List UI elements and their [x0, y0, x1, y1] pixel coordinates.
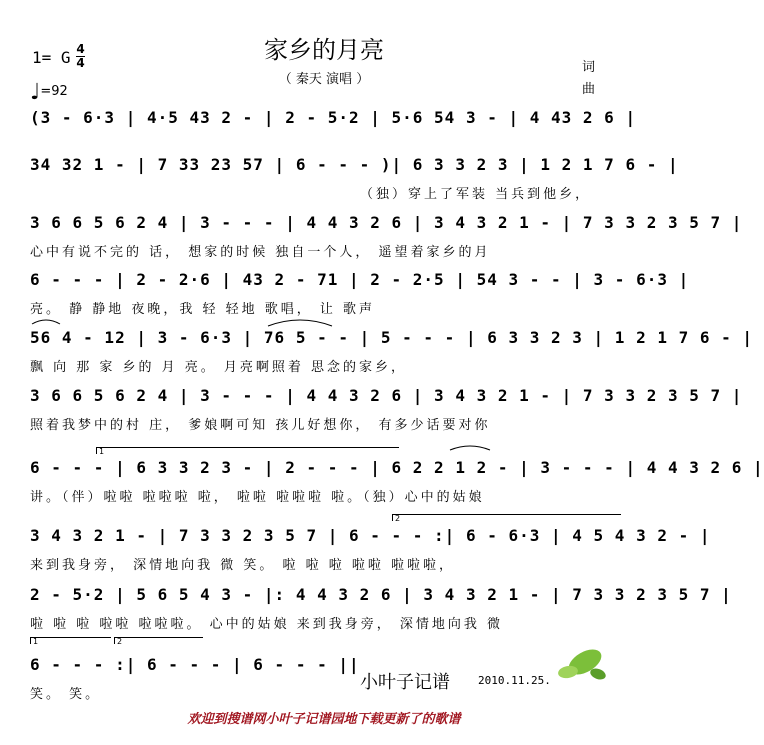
lyricist-credit: 词 [582, 60, 596, 75]
notation-line-5: 56 4 - 12 | 3 - 6·3 | 76 5 - - | 5 - - - | 6 3 3 2 3 | 1 2 1 7 6 - | [30, 328, 754, 347]
composer-credit: 曲 [582, 82, 596, 97]
song-title: 家乡的月亮 [264, 36, 384, 64]
notation-line-6: 3 6 6 5 6 2 4 | 3 - - - | 4 4 3 2 6 | 3 4 3 2 1 - | 7 3 3 2 3 5 7 | [30, 386, 743, 405]
notation-line-10: 6 - - - :| 6 - - - | 6 - - - || [30, 655, 360, 674]
key-signature: 1= G [32, 48, 71, 67]
notation-line-2: 34 32 1 - | 7 33 23 57 | 6 - - - )| 6 3 3 2 3 | 1 2 1 7 6 - | [30, 155, 679, 174]
lyrics-line-3: 心中有说不完的 话， 想家的时候 独自一个人， 遥望着家乡的月 [30, 245, 491, 260]
notation-line-7: 6 - - - | 6 3 3 2 3 - | 2 - - - | 6 2 2 1 2 - | 3 - - - | 4 4 3 2 6 | [30, 458, 764, 477]
lyrics-line-4: 亮。 静 静地 夜晚，我 轻 轻地 歌唱， 让 歌声 [30, 302, 376, 317]
notation-line-9: 2 - 5·2 | 5 6 5 4 3 - |: 4 4 3 2 6 | 3 4 3 2 1 - | 7 3 3 2 3 5 7 | [30, 585, 732, 604]
volta-first-ending-final: 1 [30, 637, 111, 644]
notation-line-3: 3 6 6 5 6 2 4 | 3 - - - | 4 4 3 2 6 | 3 4 3 2 1 - | 7 3 3 2 3 5 7 | [30, 213, 743, 232]
transcriber-signature: 小叶子记谱 [360, 672, 450, 693]
tempo-value: =92 [40, 84, 68, 99]
notation-line-8: 3 4 3 2 1 - | 7 3 3 2 3 5 7 | 6 - - - :| 6 - 6·3 | 4 5 4 3 2 - | [30, 526, 711, 545]
lyrics-line-10: 笑。 笑。 [30, 687, 102, 702]
notation-line-4: 6 - - - | 2 - 2·6 | 43 2 - 71 | 2 - 2·5 | 54 3 - - | 3 - 6·3 | [30, 270, 690, 289]
volta-second-ending: 2 [392, 514, 621, 521]
lyrics-line-7: 讲。（伴）啦啦 啦啦啦 啦， 啦啦 啦啦啦 啦。（独）心中的姑娘 [30, 490, 485, 505]
notation-line-1: (3 - 6·3 | 4·5 43 2 - | 2 - 5·2 | 5·6 54 3 - | 4 43 2 6 | [30, 108, 637, 127]
time-signature-bottom: 4 [76, 56, 85, 70]
footer-banner: 欢迎到搜谱网小叶子记谱园地下载更新了的歌谱 [187, 712, 461, 727]
lyrics-line-6: 照着我梦中的村 庄， 爹娘啊可知 孩儿好想你， 有多少话要对你 [30, 418, 491, 433]
time-signature-top: 4 [76, 42, 85, 56]
volta-second-ending-final: 2 [114, 637, 203, 644]
volta-first-ending: 1 [96, 447, 399, 454]
lyrics-line-5: 飘 向 那 家 乡的 月 亮。 月亮啊照着 思念的家乡， [30, 360, 408, 375]
singer-credit: （ 秦天 演唱 ） [278, 72, 370, 87]
transcription-date: 2010.11.25. [478, 674, 551, 687]
lyrics-line-8: 来到我身旁， 深情地向我 微 笑。 啦 啦 啦 啦啦 啦啦啦， [30, 558, 456, 573]
lyrics-line-2: （独）穿上了军装 当兵到他乡， [360, 187, 592, 202]
quarter-note-icon: ♩ [30, 80, 41, 105]
lyrics-line-9: 啦 啦 啦 啦啦 啦啦啦。 心中的姑娘 来到我身旁， 深情地向我 微 [30, 617, 504, 632]
